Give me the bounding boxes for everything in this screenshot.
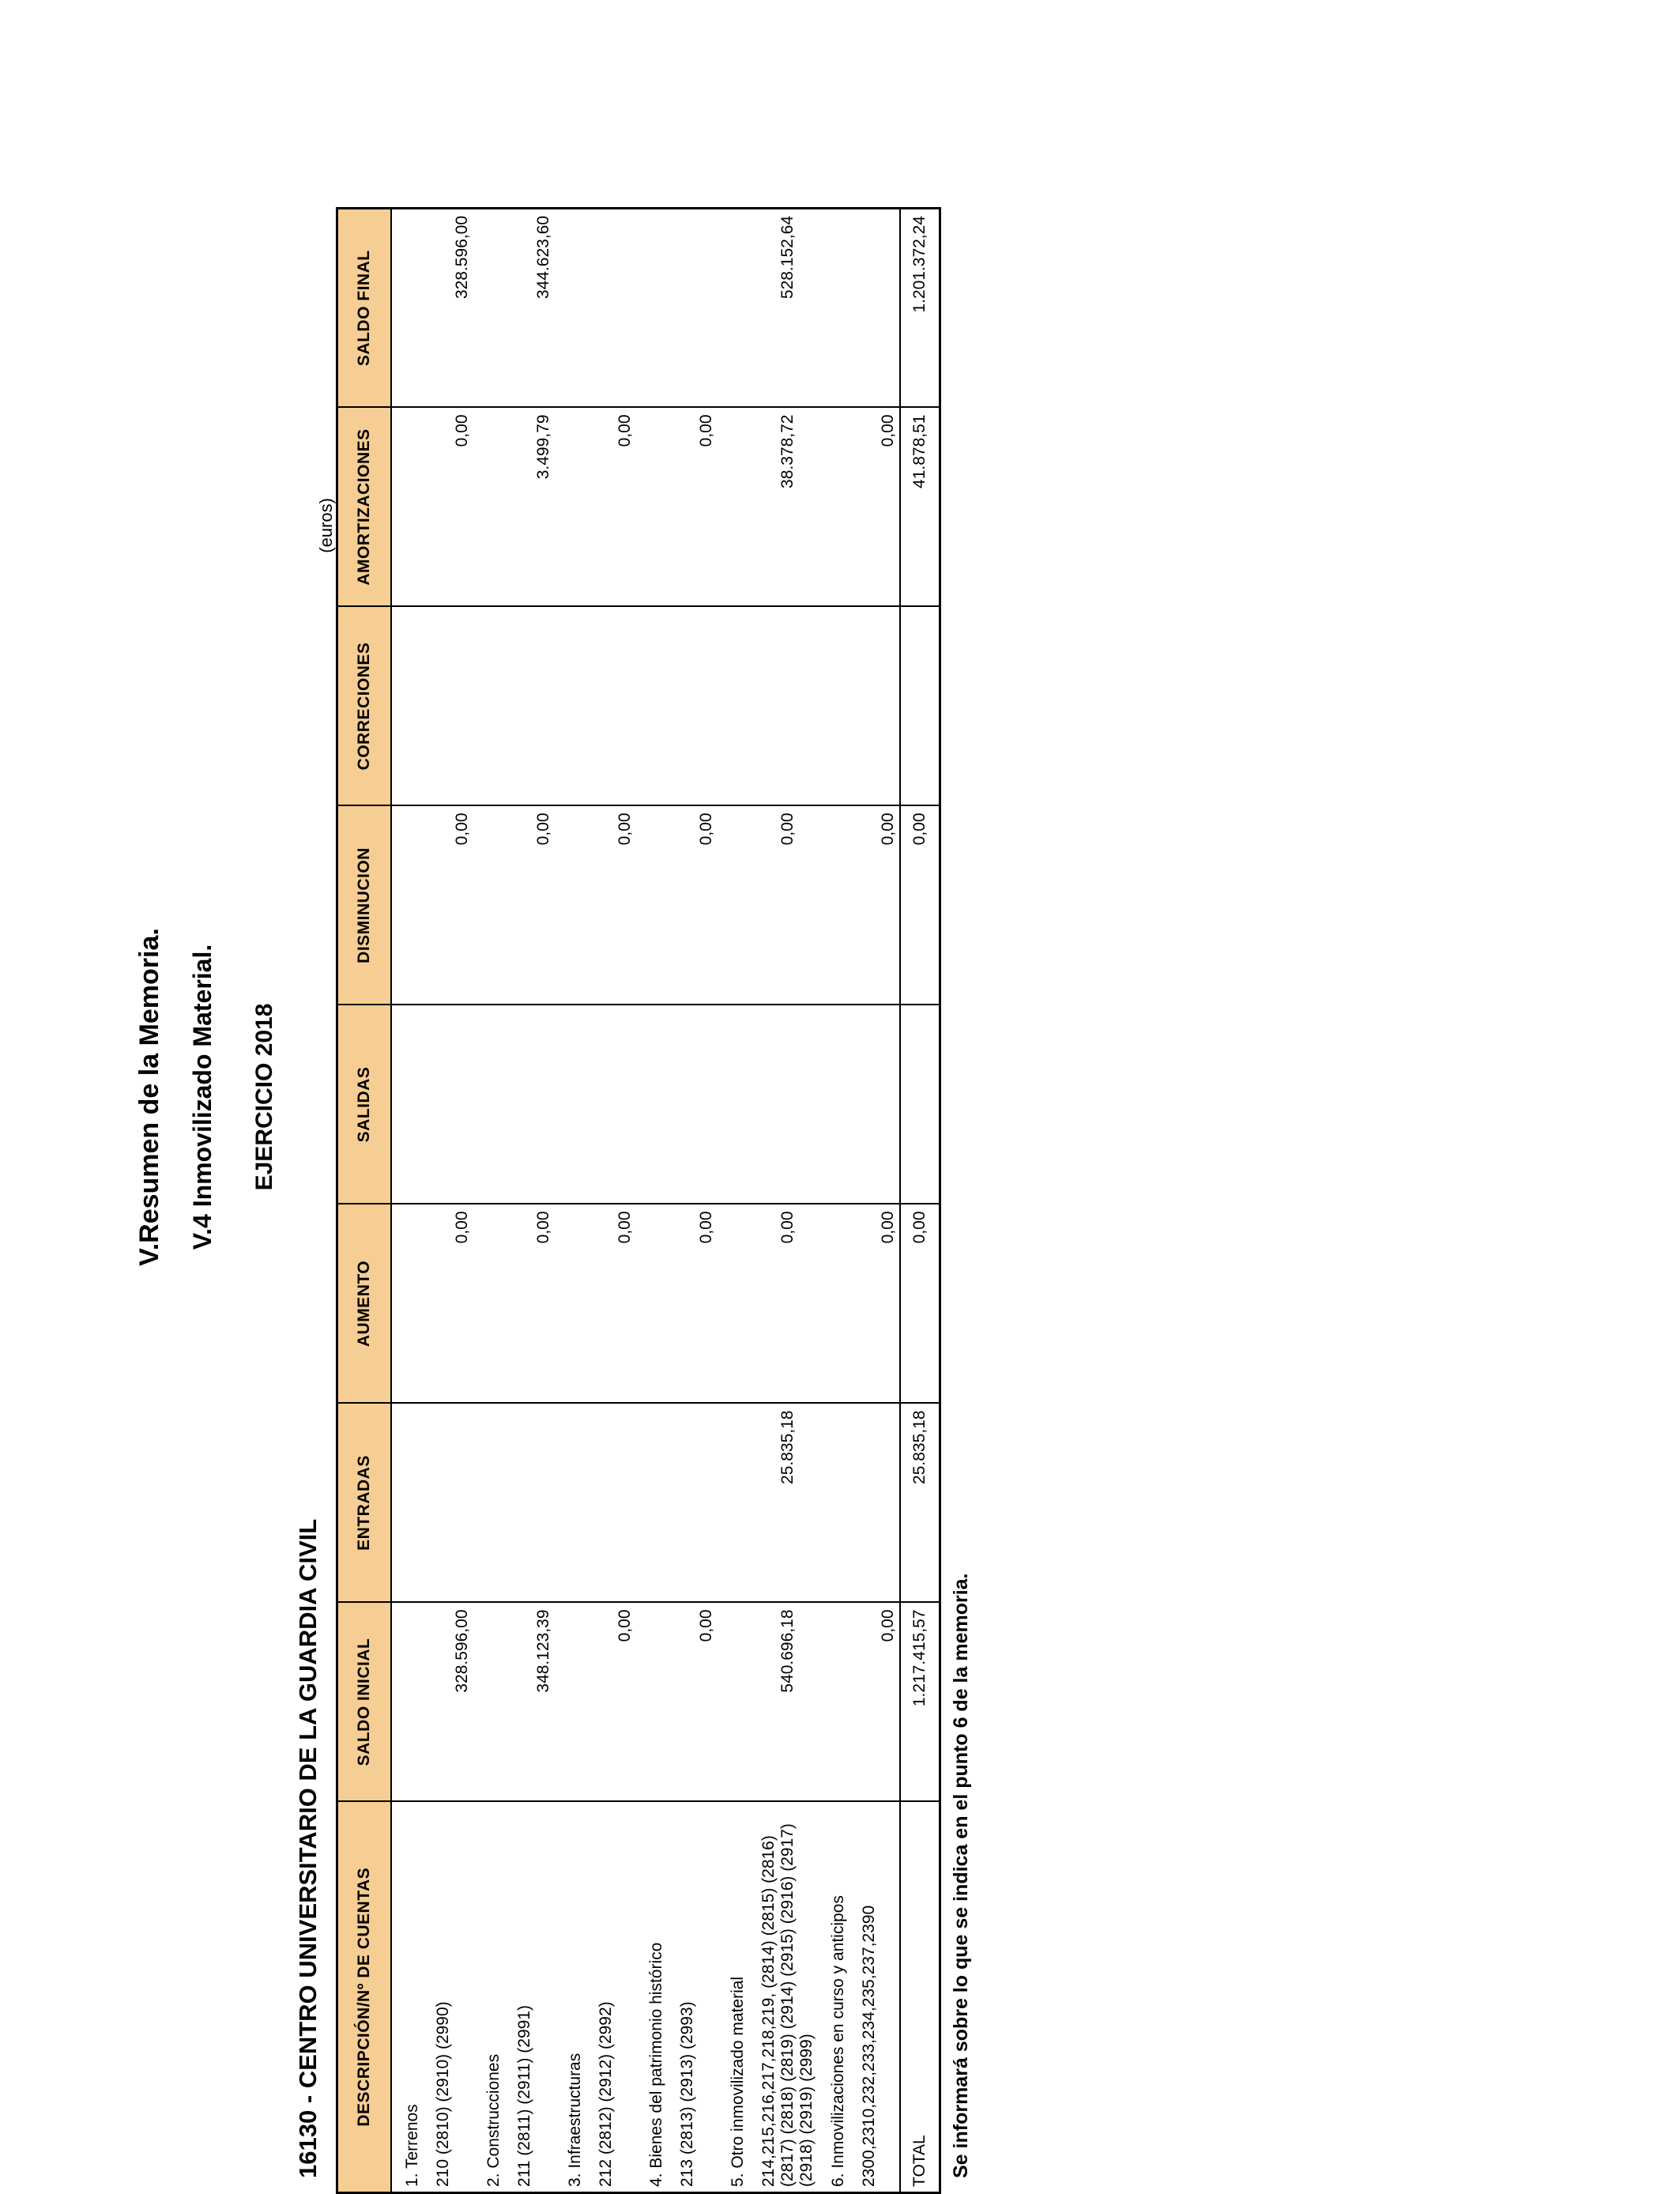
cell-value: 1.217.415,57 — [900, 1603, 940, 1802]
cell-value — [432, 607, 473, 806]
cell-value — [858, 1404, 900, 1603]
row-description: 5. Otro inmovilizado material — [718, 1802, 758, 2193]
row-description: 6. Inmovilizaciones en curso y anticipos — [818, 1802, 858, 2193]
cell-value — [555, 1204, 595, 1404]
cell-value — [718, 806, 758, 1005]
cell-value: 528.152,64 — [758, 209, 818, 408]
cell-value: 0,00 — [900, 1204, 940, 1404]
table-row — [636, 209, 676, 2193]
cell-value — [636, 1404, 676, 1603]
cell-value: 0,00 — [595, 408, 636, 607]
entity-name: 16130 - CENTRO UNIVERSITARIO DE LA GUARDIA CIVIL — [294, 1518, 322, 2178]
cell-value: 1.201.372,24 — [900, 209, 940, 408]
row-description: 214,215,216,217,218,219, (2814) (2815) (2816) (2817) (2818) (2819) (2914) (2915) (2916) (2917) (2918) (2919) (2999) — [758, 1802, 818, 2193]
cell-value — [432, 1005, 473, 1204]
cell-value — [818, 1204, 858, 1404]
cell-value — [391, 1404, 432, 1603]
column-header: AUMENTO — [337, 1204, 392, 1404]
cell-value: 0,00 — [676, 1204, 718, 1404]
row-description: 212 (2812) (2912) (2992) — [595, 1802, 636, 2193]
table-row — [595, 209, 636, 2193]
cell-value: 0,00 — [514, 806, 555, 1005]
cell-value — [636, 1204, 676, 1404]
cell-value — [718, 1005, 758, 1204]
cell-value — [595, 607, 636, 806]
cell-value — [473, 408, 514, 607]
cell-value — [818, 607, 858, 806]
cell-value — [636, 607, 676, 806]
column-header: CORRECIONES — [337, 607, 392, 806]
cell-value: 348.123,39 — [514, 1603, 555, 1802]
row-description: 3. Infraestructuras — [555, 1802, 595, 2193]
cell-value: 0,00 — [676, 408, 718, 607]
cell-value — [391, 408, 432, 607]
cell-value: 0,00 — [858, 1204, 900, 1404]
cell-value: 3.499,79 — [514, 408, 555, 607]
units-label: (euros) — [316, 498, 336, 553]
cell-value — [900, 607, 940, 806]
cell-value — [676, 209, 718, 408]
cell-value — [432, 1404, 473, 1603]
cell-value: 0,00 — [858, 408, 900, 607]
cell-value: 0,00 — [676, 1603, 718, 1802]
cell-value: 540.696,18 — [758, 1603, 818, 1802]
header-row — [337, 209, 392, 2193]
cell-value — [858, 1005, 900, 1204]
cell-value — [595, 1404, 636, 1603]
cell-value — [473, 1005, 514, 1204]
cell-value: 38.378,72 — [758, 408, 818, 607]
cell-value — [391, 1204, 432, 1404]
table-row — [514, 209, 555, 2193]
cell-value — [718, 1204, 758, 1404]
cell-value — [555, 209, 595, 408]
cell-value: 0,00 — [432, 1204, 473, 1404]
cell-value — [636, 209, 676, 408]
row-description: 213 (2813) (2913) (2993) — [676, 1802, 718, 2193]
table-row — [818, 209, 858, 2193]
cell-value: 0,00 — [858, 1603, 900, 1802]
cell-value — [758, 1005, 818, 1204]
cell-value — [718, 209, 758, 408]
cell-value — [718, 408, 758, 607]
cell-value — [676, 1404, 718, 1603]
table-row — [473, 209, 514, 2193]
column-header: SALIDAS — [337, 1005, 392, 1204]
cell-value — [391, 1603, 432, 1802]
cell-value: 0,00 — [514, 1204, 555, 1404]
cell-value — [391, 607, 432, 806]
column-header: DISMINUCION — [337, 806, 392, 1005]
cell-value — [858, 209, 900, 408]
table-row — [432, 209, 473, 2193]
row-description: 2300,2310,232,233,234,235,237,2390 — [858, 1802, 900, 2193]
cell-value — [818, 806, 858, 1005]
column-header: SALDO INICIAL — [337, 1603, 392, 1802]
column-header: AMORTIZACIONES — [337, 408, 392, 607]
cell-value — [758, 607, 818, 806]
cell-value — [473, 209, 514, 408]
column-header: DESCRIPCIÓN/Nº DE CUENTAS — [337, 1802, 392, 2193]
row-description: 210 (2810) (2910) (2990) — [432, 1802, 473, 2193]
cell-value: 25.835,18 — [758, 1404, 818, 1603]
cell-value — [514, 1404, 555, 1603]
cell-value: 0,00 — [676, 806, 718, 1005]
cell-value — [555, 1404, 595, 1603]
cell-value — [391, 1005, 432, 1204]
cell-value — [636, 1005, 676, 1204]
table-row — [758, 209, 818, 2193]
cell-value: 0,00 — [858, 806, 900, 1005]
cell-value — [555, 408, 595, 607]
cell-value — [718, 1404, 758, 1603]
cell-value — [555, 806, 595, 1005]
footnote: Se informará sobre lo que se indica en el punto 6 de la memoria. — [950, 1573, 972, 2178]
row-description: 211 (2811) (2911) (2991) — [514, 1802, 555, 2193]
table-row — [676, 209, 718, 2193]
cell-value — [473, 1603, 514, 1802]
cell-value — [514, 607, 555, 806]
table-row — [900, 209, 940, 2193]
cell-value — [595, 209, 636, 408]
cell-value: 0,00 — [758, 1204, 818, 1404]
cell-value: 0,00 — [900, 806, 940, 1005]
cell-value — [636, 806, 676, 1005]
cell-value — [818, 209, 858, 408]
cell-value: 344.623,60 — [514, 209, 555, 408]
row-description: 4. Bienes del patrimonio histórico — [636, 1802, 676, 2193]
cell-value — [818, 1603, 858, 1802]
cell-value — [473, 1204, 514, 1404]
column-header: SALDO FINAL — [337, 209, 392, 408]
cell-value — [718, 607, 758, 806]
fixed-assets-table — [336, 207, 941, 2194]
cell-value: 0,00 — [595, 1603, 636, 1802]
cell-value: 328.596,00 — [432, 1603, 473, 1802]
cell-value — [391, 806, 432, 1005]
row-description: 2. Construcciones — [473, 1802, 514, 2193]
cell-value — [676, 607, 718, 806]
table-row — [555, 209, 595, 2193]
report-subtitle: V.4 Inmovilizado Material. — [188, 944, 217, 1250]
cell-value: 41.878,51 — [900, 408, 940, 607]
cell-value — [818, 408, 858, 607]
cell-value — [514, 1005, 555, 1204]
cell-value — [555, 1005, 595, 1204]
table-row — [391, 209, 432, 2193]
cell-value: 0,00 — [432, 408, 473, 607]
row-description: 1. Terrenos — [391, 1802, 432, 2193]
cell-value — [473, 806, 514, 1005]
cell-value — [595, 1005, 636, 1204]
cell-value: 0,00 — [432, 806, 473, 1005]
cell-value — [676, 1005, 718, 1204]
cell-value — [636, 1603, 676, 1802]
report-title: V.Resumen de la Memoria. — [134, 928, 164, 1266]
cell-value — [555, 607, 595, 806]
column-header: ENTRADAS — [337, 1404, 392, 1603]
cell-value — [858, 607, 900, 806]
cell-value: 25.835,18 — [900, 1404, 940, 1603]
cell-value: 0,00 — [595, 1204, 636, 1404]
table-row — [718, 209, 758, 2193]
cell-value — [900, 1005, 940, 1204]
cell-value — [636, 408, 676, 607]
cell-value — [555, 1603, 595, 1802]
cell-value — [391, 209, 432, 408]
fiscal-year: EJERCICIO 2018 — [251, 1003, 277, 1191]
row-description: TOTAL — [900, 1802, 940, 2193]
cell-value — [473, 607, 514, 806]
table-row — [858, 209, 900, 2193]
cell-value — [473, 1404, 514, 1603]
cell-value: 0,00 — [758, 806, 818, 1005]
cell-value — [818, 1404, 858, 1603]
cell-value — [718, 1603, 758, 1802]
cell-value — [818, 1005, 858, 1204]
cell-value: 328.596,00 — [432, 209, 473, 408]
cell-value: 0,00 — [595, 806, 636, 1005]
